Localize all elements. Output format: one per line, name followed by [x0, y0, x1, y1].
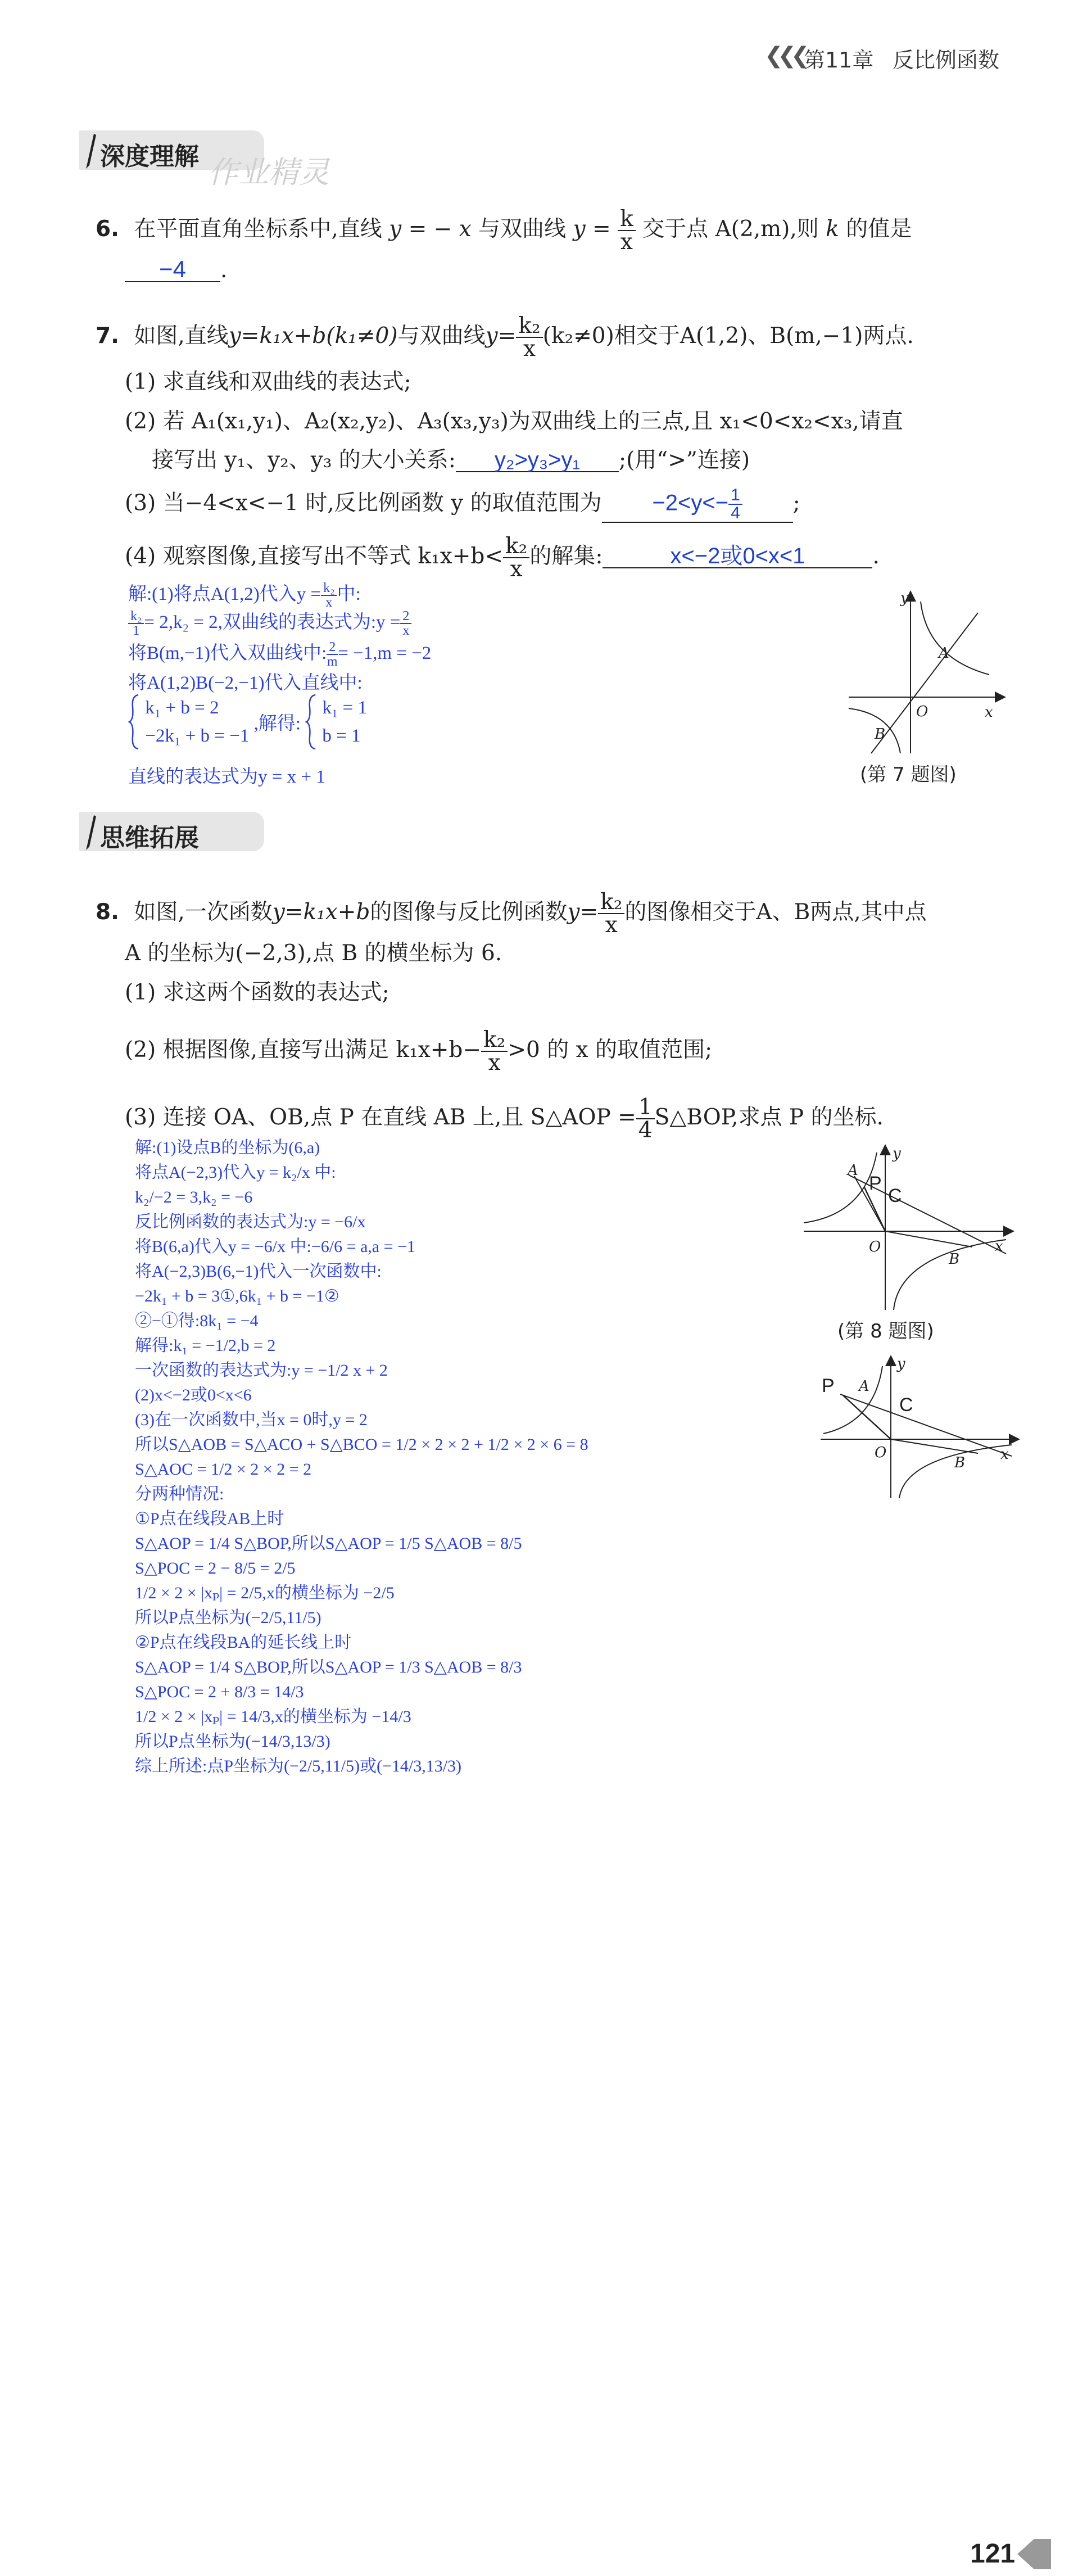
- q8-line2: A 的坐标为(−2,3),点 B 的横坐标为 6.: [125, 941, 502, 966]
- q6-answer: −4: [125, 257, 220, 282]
- q8-solution-line: ②−①得:8k₁ = −4: [135, 1312, 259, 1330]
- q7-part4-answer: x<−2或0<x<1: [603, 545, 872, 568]
- q8-graph-c: C: [888, 1185, 902, 1206]
- q8-sketch-o: O: [875, 1444, 887, 1461]
- q8-caption: (第 8 题图): [837, 1320, 934, 1343]
- q8-sketch: [809, 1355, 1023, 1501]
- q8-part3: (3) 连接 OA、OB,点 P 在直线 AB 上,且 S△AOP = $\frac{1}{4}$ S△BOP,求点 P 的坐标.: [125, 1095, 884, 1143]
- q6-line-eq: y = − x: [389, 216, 472, 242]
- q8-solution: [135, 1136, 787, 1779]
- q7-part1: (1) 求直线和双曲线的表达式;: [125, 369, 411, 395]
- q8-number: 8.: [96, 900, 119, 925]
- q8-sketch-b: B: [954, 1454, 966, 1471]
- q7-graph-o: O: [916, 703, 928, 720]
- q6-fraction: $\frac{k}{x}$: [618, 208, 636, 253]
- pen-icon-2: [81, 813, 98, 852]
- q8-solution-line: 解得:k₁ = −1/2,b = 2: [135, 1336, 276, 1355]
- q8-solution-line: 将B(6,a)代入y = −6/x 中:−6/6 = a,a = −1: [135, 1237, 415, 1256]
- q8-solution-line: (3)在一次函数中,当x = 0时,y = 2: [135, 1411, 368, 1429]
- q7-stem: 7. 如图,直线y=k₁x+b(k₁≠0)与双曲线y= $\frac{\text{k₂}}{x}$ (k₂≠0)相交于A(1,2)、B(m,−1)两点.: [96, 313, 914, 361]
- header-title: 反比例函数: [893, 48, 1000, 73]
- q6-line1: [96, 208, 912, 253]
- q8-sketch-c: C: [899, 1394, 913, 1416]
- q6-number: 6.: [96, 216, 119, 242]
- q8-graph-y: y: [893, 1145, 901, 1162]
- q7-graph-x: x: [985, 704, 993, 721]
- q8-graph-p: P: [869, 1173, 882, 1194]
- q8-sketch-y: y: [897, 1355, 905, 1372]
- q8-graph: [792, 1141, 1017, 1316]
- section-title-deep: 深度理解: [100, 142, 199, 171]
- q8-solution-line: 1/2 × 2 × |xₚ| = 2/5,x的横坐标为 −2/5: [135, 1584, 395, 1602]
- q8-solution-line: S△POC = 2 + 8/3 = 14/3: [135, 1683, 304, 1701]
- q7-caption: (第 7 题图): [860, 763, 957, 786]
- watermark: 作业精灵: [208, 155, 329, 190]
- q7-part2-answer: y₂>y₃>y₁: [456, 449, 619, 472]
- q8-part1: (1) 求这两个函数的表达式;: [125, 980, 389, 1005]
- q8-solution-line: S△AOC = 1/2 × 2 × 2 = 2: [135, 1460, 312, 1479]
- q8-stem: 8. 如图,一次函数y=k₁x+b的图像与反比例函数y= $\frac{\text{k₂}}{x}$ 的图像相交于A、B两点,其中点: [96, 889, 927, 938]
- q8-solution-line: 将点A(−2,3)代入y = k₂/x 中:: [135, 1163, 336, 1182]
- q8-solution-line: S△POC = 2 − 8/5 = 2/5: [135, 1559, 296, 1578]
- q8-solution-line: 综上所述:点P坐标为(−2/5,11/5)或(−14/3,13/3): [135, 1757, 462, 1775]
- page-header: [742, 39, 1057, 73]
- pen-icon: [81, 132, 98, 171]
- q7-part3-answer: −2<y<− $\frac{1}{4}$: [602, 487, 793, 523]
- q6-text-e: 交于点: [642, 216, 709, 242]
- q7-graph-a: A: [939, 645, 949, 662]
- q8-sketch-a: A: [859, 1378, 869, 1395]
- q7-graph-y: y: [900, 590, 909, 607]
- q8-graph-a: A: [848, 1162, 858, 1179]
- q6-text-f: A(2,m),则: [715, 216, 819, 242]
- q8-solution-line: 一次函数的表达式为:y = −1/2 x + 2: [135, 1361, 388, 1380]
- q8-part2: (2) 根据图像,直接写出满足 k₁x+b− $\frac{\text{k₂}}{x}$ >0 的 x 的取值范围;: [125, 1027, 713, 1075]
- q8-graph-o: O: [869, 1239, 881, 1255]
- q8-solution-line: 反比例函数的表达式为:y = −6/x: [135, 1213, 366, 1231]
- q6-text: 在平面直角坐标系中,直线: [134, 216, 382, 242]
- q8-solution-line: (2)x<−2或0<x<6: [135, 1386, 252, 1404]
- q8-graph-b: B: [949, 1251, 960, 1268]
- q6-k: k: [826, 216, 839, 242]
- q8-solution-line: 解:(1)设点B的坐标为(6,a): [135, 1138, 320, 1157]
- q6-hyper-eq: y =: [573, 216, 611, 242]
- q8-solution-line: S△AOP = 1/4 S△BOP,所以S△AOP = 1/5 S△AOB = 8/5: [135, 1534, 522, 1553]
- q8-solution-line: 所以P点坐标为(−2/5,11/5): [135, 1608, 321, 1627]
- q8-solution-line: S△AOP = 1/4 S△BOP,所以S△AOP = 1/3 S△AOB = 8/3: [135, 1658, 522, 1676]
- q7-part3: (3) 当−4<x<−1 时,反比例函数 y 的取值范围为 −2<y<− $\frac{1}{4}$ ;: [125, 486, 800, 522]
- q6-text-c: 与双曲线: [478, 216, 567, 242]
- q8-solution-line: ①P点在线段AB上时: [135, 1510, 284, 1528]
- q8-solution-line: ②P点在线段BA的延长线上时: [135, 1633, 352, 1652]
- q8-solution-line: 所以S△AOB = S△ACO + S△BCO = 1/2 × 2 × 2 + 1/2 × 2 × 6 = 8: [135, 1435, 588, 1454]
- page-corner-icon: [1012, 2534, 1051, 2574]
- section-title-expand: 思维拓展: [100, 824, 199, 852]
- q8-solution-line: k₂/−2 = 3,k₂ = −6: [135, 1188, 253, 1206]
- q7-number: 7.: [96, 323, 119, 349]
- chevrons-icon: ❮❮❮: [764, 43, 804, 69]
- q8-solution-line: 1/2 × 2 × |xₚ| = 14/3,x的横坐标为 −14/3: [135, 1707, 411, 1726]
- header-chapter: 第11章: [804, 48, 874, 73]
- q8-graph-x: x: [995, 1238, 1003, 1255]
- q6-text-h: 的值是: [846, 216, 912, 242]
- q8-sketch-p: P: [822, 1375, 835, 1397]
- q7-part2a: (2) 若 A₁(x₁,y₁)、A₂(x₂,y₂)、A₃(x₃,y₃)为双曲线上的三点,且 x₁<0<x₂<x₃,请直: [125, 409, 903, 434]
- page-number: 121: [970, 2539, 1016, 2569]
- q7-graph: [837, 590, 1006, 759]
- q7-graph-b: B: [875, 726, 886, 743]
- q8-sketch-x: x: [1000, 1446, 1009, 1463]
- q7-part2b: 接写出 y₁、y₂、y₃ 的大小关系: y₂>y₃>y₁ ;(用“>”连接): [152, 448, 750, 473]
- q8-solution-line: 将A(−2,3)B(6,−1)代入一次函数中:: [135, 1262, 382, 1281]
- q6-line2: −4 .: [125, 257, 227, 282]
- q8-solution-line: 分两种情况:: [135, 1485, 224, 1503]
- q8-solution-line: −2k₁ + b = 3①,6k₁ + b = −1②: [135, 1287, 339, 1305]
- q7-part4: (4) 观察图像,直接写出不等式 k₁x+b< $\frac{\text{k₂}}{x}$ 的解集: x<−2或0<x<1 .: [125, 534, 880, 582]
- q8-solution-line: 所以P点坐标为(−14/3,13/3): [135, 1732, 330, 1751]
